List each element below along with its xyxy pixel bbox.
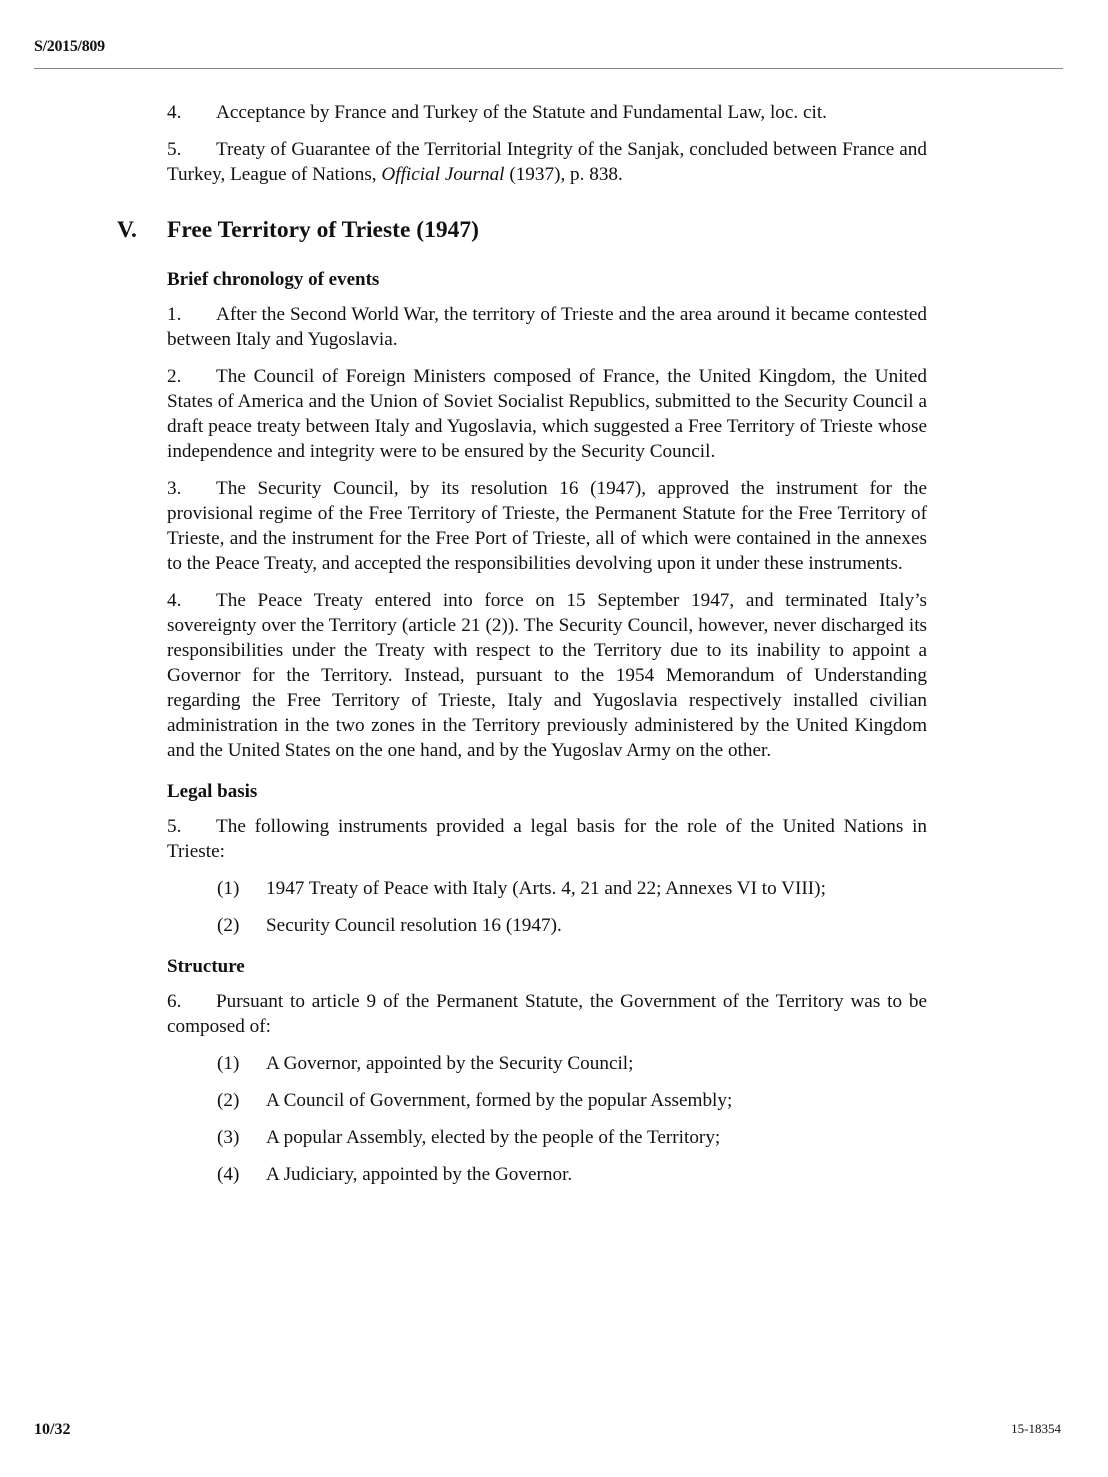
paragraph-text: The Security Council, by its resolution 16 (1947), approved the instrument for the provisional regime of the Free Territory of Trieste, the Permanent Statute for the Free Territory of Trieste, and the instrument for the Free Port of Trieste, all of which were contained in the annexes to the Peace Treaty, and accepted the responsibilities devolving upon it under these instruments. (167, 478, 927, 574)
paragraph-text: After the Second World War, the territory of Trieste and the area around it became contested between Italy and Yugoslavia. (167, 304, 927, 350)
footnote-text: Treaty of Guarantee of the Territorial Integrity of the Sanjak, concluded between France and Turkey, League of Nations, (167, 139, 927, 185)
paragraph-5 (167, 814, 927, 864)
list-item (217, 1125, 927, 1150)
subheading-structure: Structure (167, 956, 245, 977)
list-item (217, 876, 927, 901)
list-item (217, 1162, 927, 1187)
paragraph-2 (167, 364, 927, 464)
list-text: A Council of Government, formed by the popular Assembly; (266, 1090, 733, 1111)
page-number: 10/32 (34, 1421, 71, 1438)
header-rule (34, 68, 1063, 69)
page-body (117, 100, 927, 1199)
footnote-number: 5. (167, 139, 182, 160)
paragraph-number: 6. (167, 991, 182, 1012)
list-item (217, 1051, 927, 1076)
list-item (217, 1088, 927, 1113)
subheading-chronology: Brief chronology of events (167, 269, 380, 290)
structure-list (167, 1051, 927, 1187)
paragraph-text: The following instruments provided a legal basis for the role of the United Nations in Trieste: (167, 816, 927, 862)
paragraph-4 (167, 588, 927, 763)
section-title: Free Territory of Trieste (1947) (167, 217, 479, 243)
footnote-5 (167, 137, 927, 187)
journal-title: Official Journal (381, 164, 505, 185)
legal-basis-list (167, 876, 927, 938)
paragraph-number: 1. (167, 304, 182, 325)
list-text: A Governor, appointed by the Security Council; (266, 1053, 634, 1074)
paragraph-number: 2. (167, 366, 182, 387)
paragraph-1 (167, 302, 927, 352)
subheading-legal-basis: Legal basis (167, 781, 258, 802)
list-label: (1) (217, 1053, 240, 1074)
paragraph-number: 4. (167, 590, 182, 611)
list-label: (2) (217, 1090, 240, 1111)
paragraph-number: 5. (167, 816, 182, 837)
footnote-text-end: (1937), p. 838. (504, 164, 623, 185)
paragraph-6 (167, 989, 927, 1039)
section-number: V. (117, 217, 137, 243)
list-label: (4) (217, 1164, 240, 1185)
list-label: (1) (217, 878, 240, 899)
list-text: A popular Assembly, elected by the people of the Territory; (266, 1127, 721, 1148)
list-item (217, 913, 927, 938)
document-symbol: S/2015/809 (34, 38, 105, 55)
footnote-text: Acceptance by France and Turkey of the Statute and Fundamental Law, loc. cit. (216, 102, 827, 123)
footnote-number: 4. (167, 102, 182, 123)
paragraph-text: Pursuant to article 9 of the Permanent Statute, the Government of the Territory was to be composed of: (167, 991, 927, 1037)
section-heading (117, 215, 927, 245)
paragraph-3 (167, 476, 927, 576)
list-text: Security Council resolution 16 (1947). (266, 915, 562, 936)
paragraph-text: The Council of Foreign Ministers composed of France, the United Kingdom, the United States of America and the Union of Soviet Socialist Republics, submitted to the Security Council a draft peace treaty between Italy and Yugoslavia, which suggested a Free Territory of Trieste whose independence and integrity were to be ensured by the Security Council. (167, 366, 927, 462)
list-label: (2) (217, 915, 240, 936)
list-label: (3) (217, 1127, 240, 1148)
footnote-4 (167, 100, 927, 125)
list-text: 1947 Treaty of Peace with Italy (Arts. 4, 21 and 22; Annexes VI to VIII); (266, 878, 826, 899)
list-text: A Judiciary, appointed by the Governor. (266, 1164, 573, 1185)
paragraph-number: 3. (167, 478, 182, 499)
paragraph-text: The Peace Treaty entered into force on 15 September 1947, and terminated Italy’s sovereignty over the Territory (article 21 (2)). The Security Council, however, never discharged its responsibilities under the Treaty with respect to the Territory due to its inability to appoint a Governor for the Territory. Instead, pursuant to the 1954 Memorandum of Understanding regarding the Free Territory of Trieste, Italy and Yugoslavia respectively installed civilian administration in the two zones in the Territory previously administered by the United Kingdom and the United States on the one hand, and by the Yugoslav Army on the other. (167, 590, 927, 761)
document-code: 15-18354 (1011, 1421, 1061, 1436)
